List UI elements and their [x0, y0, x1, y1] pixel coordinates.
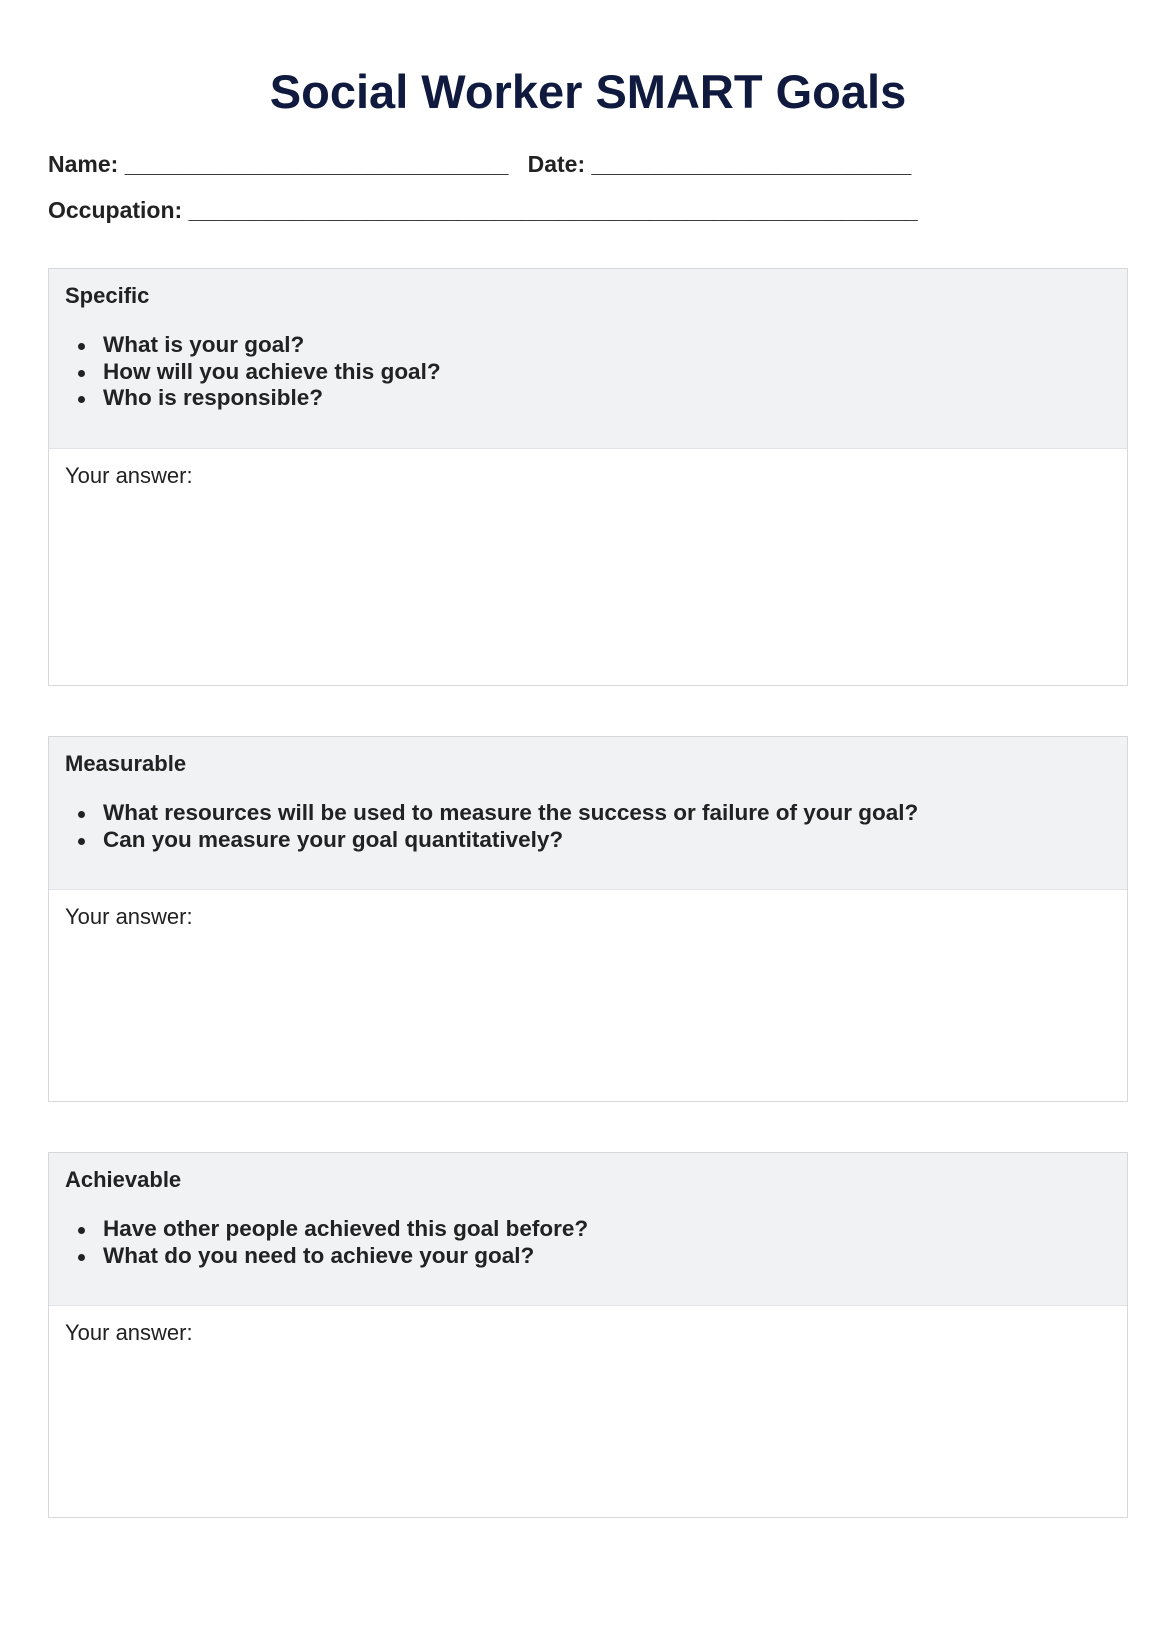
occupation-label: Occupation: — [48, 197, 189, 223]
question-item: What is your goal? — [65, 332, 1111, 359]
section-achievable — [48, 1152, 1128, 1518]
name-date-row — [48, 150, 911, 178]
answer-area[interactable] — [49, 1306, 1127, 1347]
section-header — [49, 737, 1127, 890]
question-item: Can you measure your goal quantitatively? — [65, 827, 1111, 854]
section-specific — [48, 268, 1128, 686]
answer-area[interactable] — [49, 890, 1127, 931]
name-field[interactable]: ______________________________ — [124, 151, 509, 177]
section-title: Measurable — [65, 751, 187, 776]
section-measurable — [48, 736, 1128, 1102]
question-item: How will you achieve this goal? — [65, 359, 1111, 386]
occupation-row — [48, 196, 918, 224]
question-item: Have other people achieved this goal before? — [65, 1216, 1111, 1243]
occupation-field[interactable]: _________________________________________________________ — [188, 197, 918, 223]
section-title: Specific — [65, 283, 150, 308]
page-title: Social Worker SMART Goals — [269, 65, 907, 118]
question-item: Who is responsible? — [65, 385, 1111, 412]
question-list — [65, 800, 1111, 853]
row-spacer — [508, 151, 527, 177]
section-header — [49, 269, 1127, 449]
section-header — [49, 1153, 1127, 1306]
question-list — [65, 1216, 1111, 1269]
question-item: What resources will be used to measure the success or failure of your goal? — [65, 800, 1111, 827]
section-title: Achievable — [65, 1167, 182, 1192]
name-label: Name: — [48, 151, 125, 177]
question-item: What do you need to achieve your goal? — [65, 1243, 1111, 1270]
answer-label: Your answer: — [65, 904, 193, 929]
answer-label: Your answer: — [65, 463, 193, 488]
answer-area[interactable] — [49, 449, 1127, 490]
answer-label: Your answer: — [65, 1320, 193, 1345]
question-list — [65, 332, 1111, 412]
date-field[interactable]: _________________________ — [591, 151, 912, 177]
date-label: Date: — [527, 151, 592, 177]
